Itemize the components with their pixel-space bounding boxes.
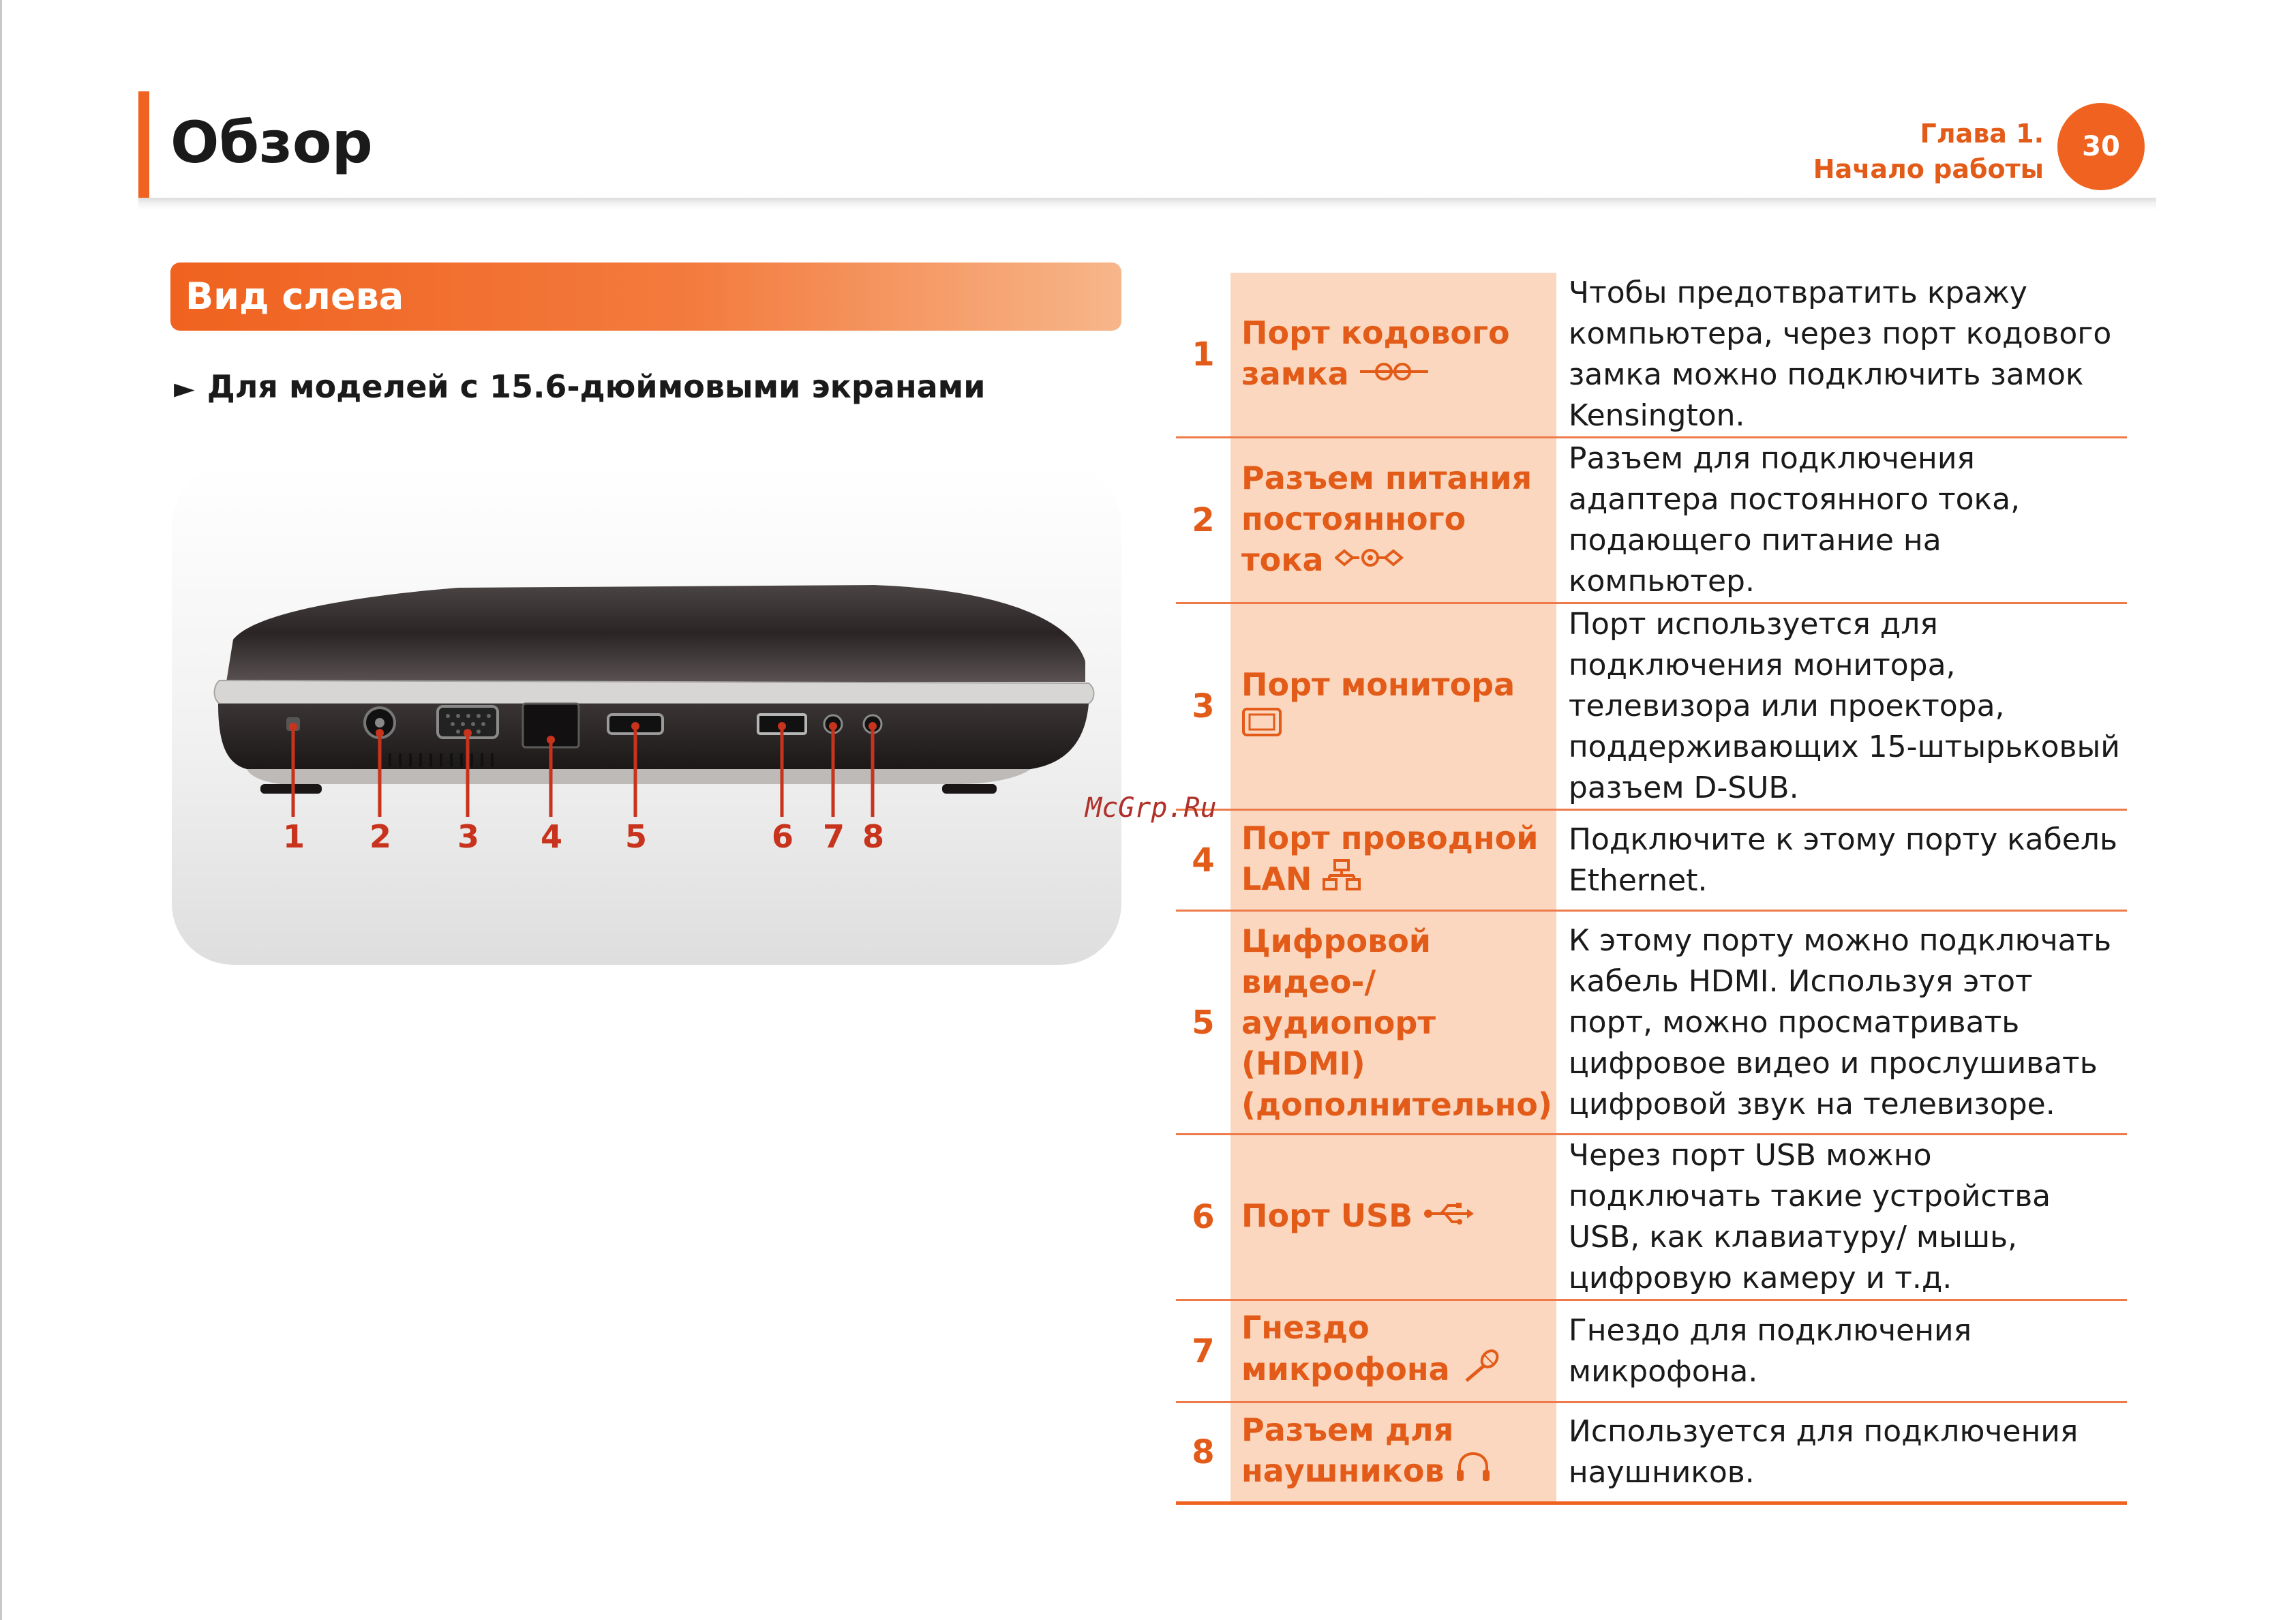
laptop-photo-panel <box>172 464 1121 965</box>
headphones-icon <box>1455 1451 1491 1495</box>
table-row <box>1176 273 2127 438</box>
chapter-label <box>1813 116 2044 187</box>
port-description: Через порт USB можно подключать такие устройства USB, как клавиатуру/ мышь, цифровую камеру и т.д. <box>1568 1138 2051 1295</box>
header-divider <box>138 198 2156 210</box>
lan-icon <box>1323 859 1361 903</box>
row-number: 4 <box>1192 841 1215 880</box>
port-name-cell <box>1230 1300 1556 1402</box>
port-description: Используется для подключения наушников. <box>1568 1414 2079 1490</box>
table-row <box>1176 911 2127 1135</box>
port-name: Порт монитора <box>1241 666 1515 703</box>
kensington-lock-icon <box>1360 356 1428 397</box>
usb-icon <box>1423 1198 1475 1239</box>
table-row <box>1176 603 2127 810</box>
watermark: McGrp.Ru <box>1085 792 1217 824</box>
row-number: 7 <box>1192 1332 1215 1370</box>
row-number: 1 <box>1192 335 1215 374</box>
monitor-icon <box>1241 707 1282 749</box>
chapter-title: Начало работы <box>1813 154 2044 184</box>
port-name-cell <box>1230 273 1556 438</box>
table-row <box>1176 438 2127 603</box>
subheading-text: Для моделей с 15.6-дюймовыми экранами <box>207 368 986 405</box>
port-description: Порт используется для подключения монитора, телевизора или проектора, поддерживающих 15-штырьковый разъем D-SUB. <box>1568 607 2120 805</box>
table-row <box>1176 810 2127 911</box>
callout-label: 3 <box>457 818 480 855</box>
callout-label: 5 <box>625 818 648 855</box>
callout-label: 1 <box>283 818 305 855</box>
callout-label: 2 <box>369 818 392 855</box>
port-description: Разъем для подключения адаптера постоянного тока, подающего питание на компьютер. <box>1568 441 2021 599</box>
row-number: 6 <box>1192 1198 1215 1236</box>
port-name: Порт кодового замка <box>1241 314 1510 393</box>
port-description: К этому порту можно подключать кабель HDMI. Используя этот порт, можно просматривать цифровое видео и прослушивать цифровой звук на телевизоре. <box>1568 922 2112 1122</box>
page-title: Обзор <box>170 109 373 176</box>
row-number: 2 <box>1192 501 1215 539</box>
callout-label: 6 <box>772 818 794 855</box>
callout-label: 4 <box>541 818 563 855</box>
port-description: Чтобы предотвратить кражу компьютера, через порт кодового замка можно подключить замок Kensington. <box>1568 275 2112 433</box>
port-name-cell <box>1230 438 1556 603</box>
port-description: Гнездо для подключения микрофона. <box>1568 1312 1972 1389</box>
subheading <box>174 368 986 405</box>
row-number: 5 <box>1192 1003 1215 1042</box>
port-description: Подключите к этому порту кабель Ethernet. <box>1568 822 2117 898</box>
port-name: Порт проводной LAN <box>1241 819 1539 897</box>
port-table <box>1176 273 2127 1505</box>
table-row <box>1176 1300 2127 1402</box>
triangle-bullet-icon: ► <box>174 373 195 404</box>
chapter-number: Глава 1. <box>1920 119 2044 149</box>
port-name-cell <box>1230 603 1556 810</box>
microphone-icon <box>1461 1348 1502 1395</box>
port-name-cell <box>1230 1402 1556 1503</box>
section-title: Вид слева <box>185 275 404 318</box>
port-name: Разъем для наушников <box>1241 1411 1454 1489</box>
port-name-cell <box>1230 911 1556 1135</box>
port-name: Цифровой видео-/ аудиопорт (HDMI) (дополнительно) <box>1241 922 1552 1123</box>
callout-label: 7 <box>823 818 845 855</box>
table-row <box>1176 1402 2127 1503</box>
title-accent-bar <box>138 91 149 203</box>
port-name-cell <box>1230 810 1556 911</box>
port-name: Порт USB <box>1241 1197 1413 1235</box>
port-name: Гнездо микрофона <box>1241 1309 1450 1388</box>
dc-power-icon <box>1335 542 1410 583</box>
page-border <box>0 0 2 1620</box>
page-number-badge: 30 <box>2057 103 2145 190</box>
port-name-cell <box>1230 1135 1556 1300</box>
section-header <box>170 262 1121 331</box>
row-number: 3 <box>1192 687 1215 725</box>
table-row <box>1176 1135 2127 1300</box>
port-name: Разъем питания постоянного тока <box>1241 460 1532 579</box>
laptop-left-side-illustration <box>172 464 1121 965</box>
row-number: 8 <box>1192 1433 1215 1471</box>
callout-label: 8 <box>862 818 885 855</box>
